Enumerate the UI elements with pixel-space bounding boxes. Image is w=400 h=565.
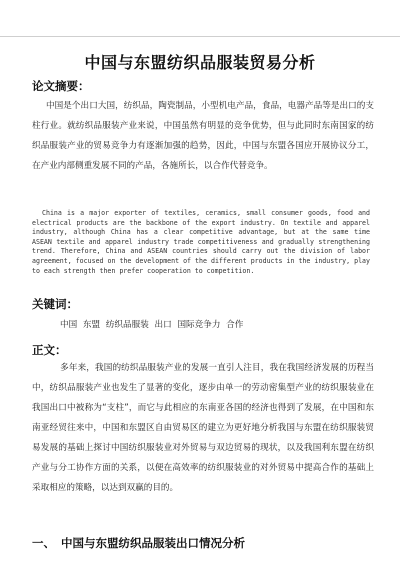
body-heading-colon: ： bbox=[55, 343, 67, 357]
abstract-english bbox=[32, 209, 370, 276]
header-rule bbox=[0, 36, 400, 37]
body-heading-text: 正文 bbox=[32, 343, 55, 357]
keywords-heading bbox=[32, 296, 78, 312]
keywords-heading-colon: ： bbox=[66, 297, 78, 311]
abstract-heading bbox=[32, 78, 90, 94]
abstract-heading-text: 论文摘要 bbox=[32, 79, 78, 93]
abstract-chinese-text: 中国是个出口大国，纺织品，陶瓷制品，小型机电产品，食品，电器产品等是出口的支柱行业。就纺织品服装产业来说，中国虽然有明显的竞争优势，但与此同时东南国家的纺织品服装产业的贸易竞争力有逐渐加强的趋势，因此，中国与东盟各国应开展协议分工，在产业内部侧重发展不同的产品，各施所长，以合作代替竞争。 bbox=[32, 101, 374, 171]
body-paragraph-text: 多年来，我国的纺织品服装产业的发展一直引人注目，我在我国经济发展的历程当中，纺织品服装产业也发生了显著的变化，逐步由单一的劳动密集型产业的纺织服装业在我国出口中被称为“支柱”，而它与此相应的东南亚各国的经济也得到了发展，在中国和东南亚经贸往来中，中国和东盟区自由贸易区的建立为更好地分析我国与东盟在纺织服装贸易发展的基础上探讨中国纺织服装业对外贸易与双边贸易的现状，以及我国利东盟在纺织产业与分工协作方面的关系，以便在高效率的纺织服装业的对外贸易中提高合作的基础上采取相应的策略，以达到双赢的目的。 bbox=[32, 363, 374, 493]
abstract-english-text: China is a major exporter of textiles, ceramics, small consumer goods, food and electrical products are the backbone of the export industry. On textile and apparel industry, although China has a clear competitive advantage, but at the same time ASEAN textile and apparel industry trade competitiveness and gradually strengthening trend. Therefore, China and ASEAN countries should carry out the division of labor agreement, focused on the development of the different products in the industry, play to each strength then prefer cooperation to competition. bbox=[32, 209, 370, 275]
page-title: 中国与东盟纺织品服装贸易分析 bbox=[84, 53, 316, 72]
section-1-heading bbox=[32, 535, 245, 551]
body-heading bbox=[32, 342, 67, 358]
keywords-heading-text: 关键词 bbox=[32, 297, 67, 311]
abstract-chinese bbox=[32, 96, 374, 196]
abstract-heading-colon: ： bbox=[78, 79, 90, 93]
keywords-list: 中国 东盟 纺织品服装 出口 国际竞争力 合作 bbox=[60, 320, 244, 330]
section-1-title: 中国与东盟纺织品服装出口情况分析 bbox=[61, 536, 245, 550]
body-paragraph bbox=[32, 358, 374, 526]
section-1-number: 一、 bbox=[32, 536, 55, 550]
